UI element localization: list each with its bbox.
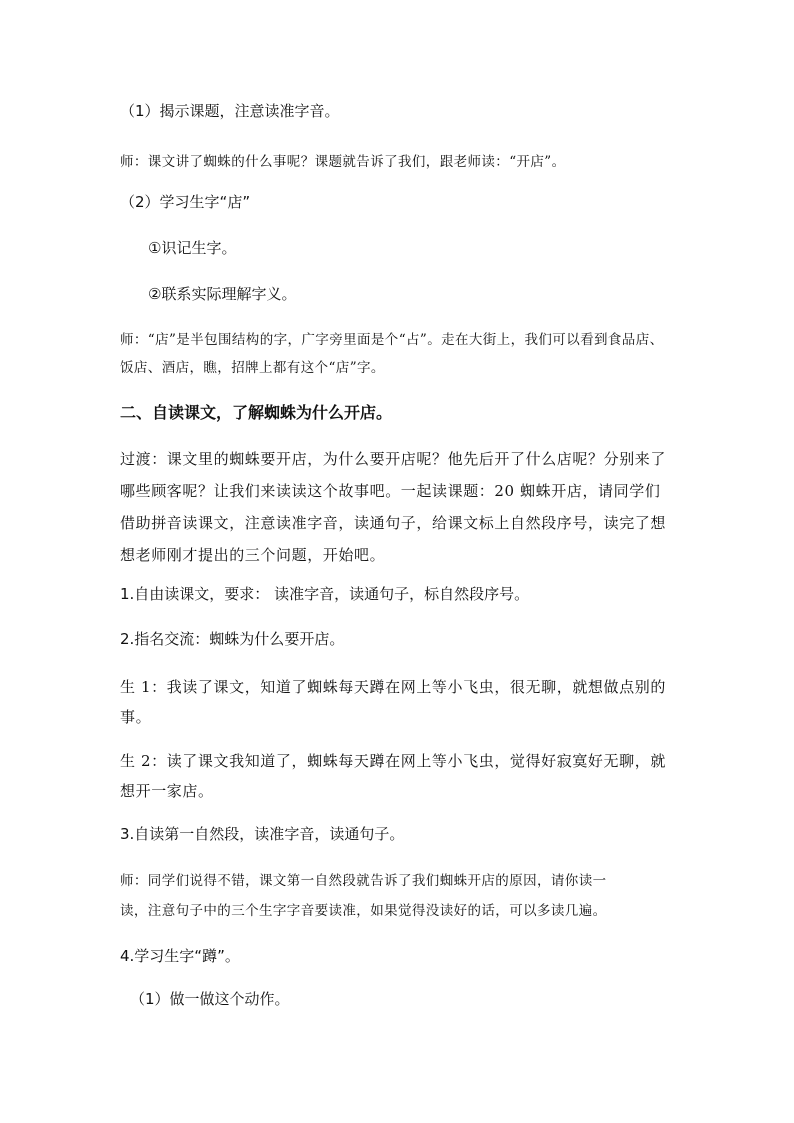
paragraph-line: 想开一家店。 [120, 782, 214, 800]
paragraph-line: 饭店、酒店，瞧，招牌上都有这个“店”字。 [120, 360, 385, 376]
section-heading-2: 二、自读课文，了解蜘蛛为什么开店。 [120, 403, 393, 422]
paragraph-line: 想老师刚才提出的三个问题，开始吧。 [120, 546, 386, 564]
paragraph-line: 读，注意句子中的三个生字字音要读准，如果觉得没读好的话，可以多读几遍。 [120, 903, 607, 919]
paragraph-line: 事。 [120, 708, 152, 726]
step-learn-dun: 4.学习生字“蹲”。 [120, 947, 240, 965]
sub-step-act-out: （1）做一做这个动作。 [130, 990, 290, 1008]
teacher-remark-title: 师：课文讲了蜘蛛的什么事呢？课题就告诉了我们，跟老师读：“开店”。 [120, 154, 566, 170]
sub-step-understand: ②联系实际理解字义。 [148, 285, 297, 303]
teacher-explanation-dian [120, 326, 680, 382]
transition-paragraph [120, 443, 680, 571]
paragraph-line: 生 1：我读了课文，知道了蜘蛛每天蹲在网上等小飞虫，很无聊，就想做点别的 [120, 678, 666, 696]
paragraph-line: 哪些顾客呢？让我们来读读这个故事吧。一起读课题：20 蜘蛛开店，请同学们 [120, 482, 661, 500]
paragraph-line: 师：同学们说得不错，课文第一自然段就告诉了我们蜘蛛开店的原因，请你读一 [120, 873, 607, 889]
step-discussion: 2.指名交流：蜘蛛为什么要开店。 [120, 630, 345, 648]
step-free-reading: 1.自由读课文，要求： 读准字音，读通句子，标自然段序号。 [120, 585, 530, 603]
teacher-remark-paragraph-one [120, 866, 680, 926]
step-learn-character: （2）学习生字“店” [120, 193, 251, 211]
step-read-paragraph-one: 3.自读第一自然段，读准字音，读通句子。 [120, 825, 405, 843]
step-reveal-title: （1）揭示课题，注意读准字音。 [120, 102, 340, 120]
student-answer-1 [120, 672, 680, 732]
paragraph-line: 生 2：读了课文我知道了，蜘蛛每天蹲在网上等小飞虫，觉得好寂寞好无聊，就 [120, 752, 666, 770]
sub-step-recognize: ①识记生字。 [148, 239, 237, 257]
paragraph-line: 借助拼音读课文，注意读准字音，读通句子，给课文标上自然段序号，读完了想 [120, 514, 667, 532]
student-answer-2 [120, 746, 680, 806]
paragraph-line: 师：“店”是半包围结构的字，广字旁里面是个“占”。走在大街上，我们可以看到食品店、 [120, 332, 664, 348]
paragraph-line: 过渡：课文里的蜘蛛要开店，为什么要开店呢？他先后开了什么店呢？分别来了 [120, 450, 667, 468]
